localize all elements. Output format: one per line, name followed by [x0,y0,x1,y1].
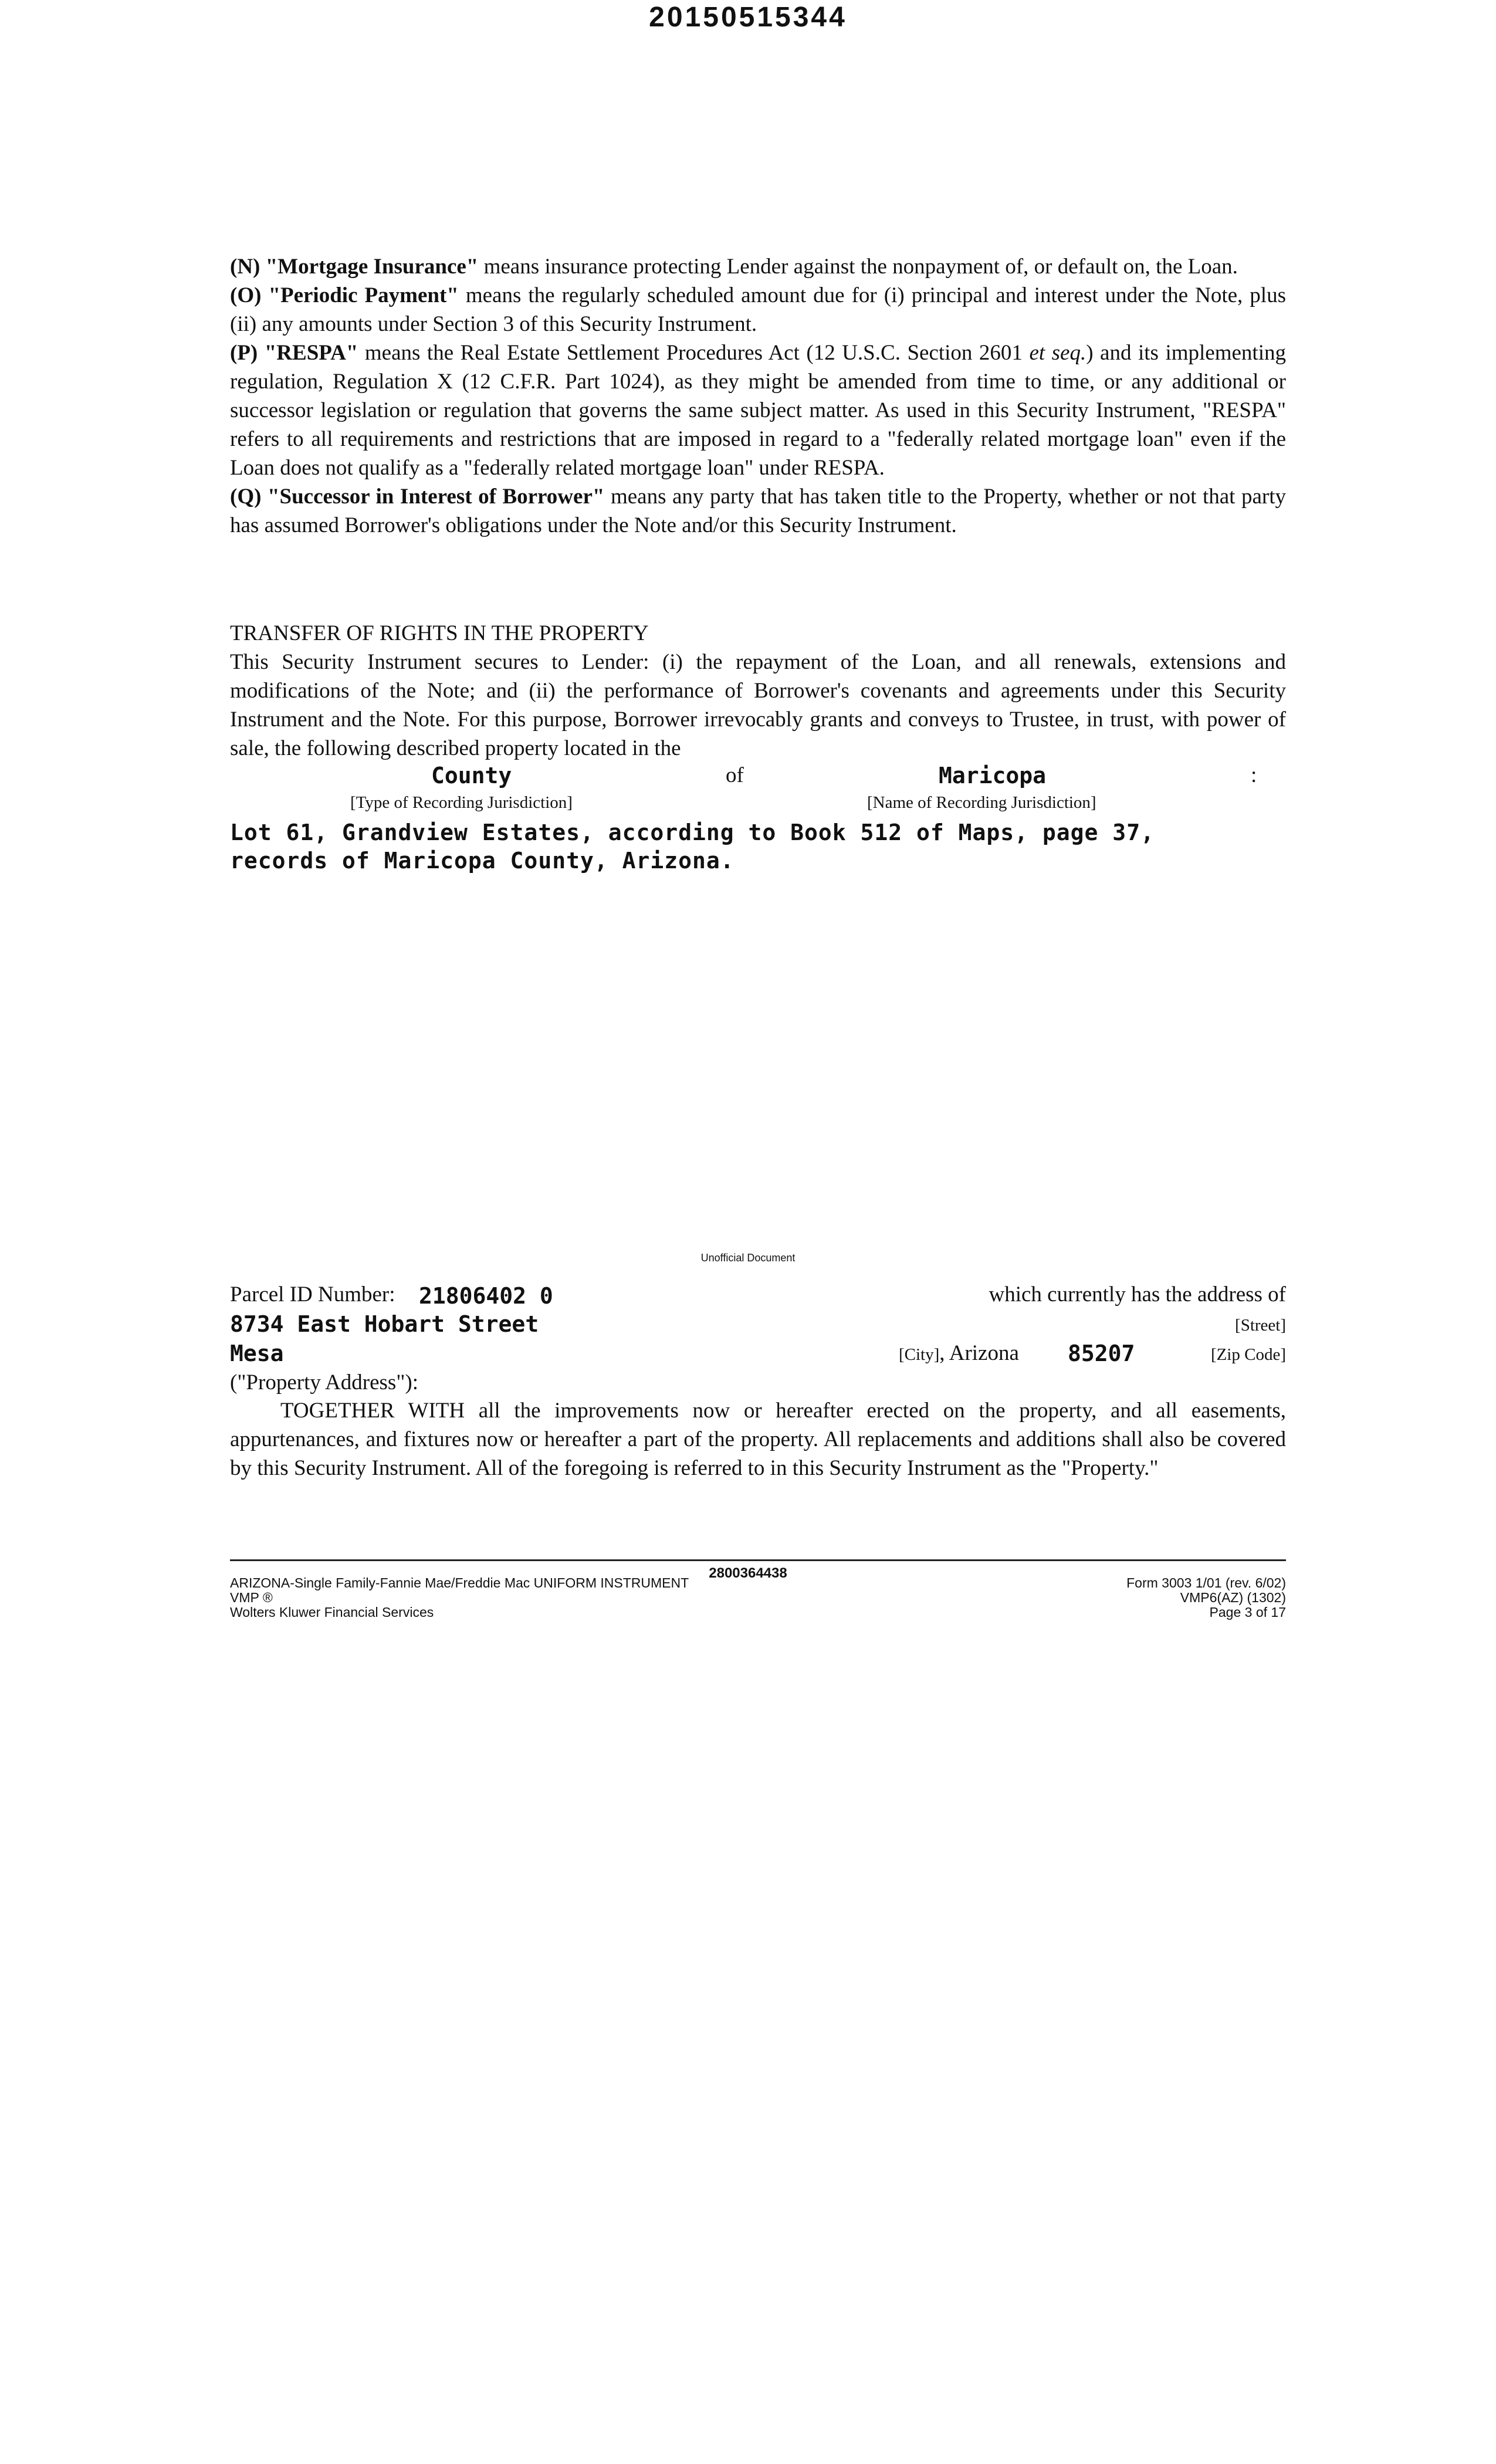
footer-divider [230,1559,1286,1561]
definition-mortgage-insurance [230,252,1286,281]
parcel-label: Parcel ID Number: [230,1282,395,1307]
city-state-group [899,1341,1019,1366]
street-value: 8734 East Hobart Street [230,1311,539,1337]
definition-term: (Q) "Successor in Interest of Borrower" [230,485,605,509]
jurisdiction-of: of [726,763,744,787]
legal-description [230,818,1286,875]
property-address-label: ("Property Address"): [230,1370,419,1395]
city-label: [City] [899,1345,940,1364]
jurisdiction-colon: : [1251,763,1257,787]
parcel-row [230,1282,1286,1311]
together-with-paragraph: TOGETHER WITH all the improvements now or hereafter erected on the property, and all easements, appurtenances, and fixtures now or hereafter a part of the property. All replacements and additions shall also be covered by this Security Instrument. All of the foregoing is referred to in this Security Instrument as the "Property." [230,1399,1286,1480]
city-value: Mesa [230,1341,284,1366]
vmp-mark: VMP ® [230,1590,273,1605]
definition-text: ) and its implementing regulation, Regulation X (12 C.F.R. Part 1024), as they might be amended from time to time, or any additional or successor legislation or regulation that governs the same subject matter. As used in this Security Instrument, "RESPA" refers to all requirements and restrictions that are imposed in regard to a "federally related mortgage loan" even if the Loan does not qualify as a "federally related mortgage loan" under RESPA. [230,341,1286,480]
transfer-heading: TRANSFER OF RIGHTS IN THE PROPERTY [230,621,649,645]
definition-respa [230,339,1286,482]
property-address-row [230,1370,1286,1399]
definition-text: means the Real Estate Settlement Procedures Act (12 U.S.C. Section 2601 [358,341,1030,365]
street-row [230,1311,1286,1341]
jurisdiction-name-label: [Name of Recording Jurisdiction] [867,793,1096,812]
definition-text: means insurance protecting Lender against the nonpayment of, or default on, the Loan. [478,255,1238,279]
transfer-section [230,619,1286,763]
street-label: [Street] [1235,1316,1286,1335]
definition-term: (N) "Mortgage Insurance" [230,255,479,279]
definition-italic: et seq. [1029,341,1087,365]
definition-term: (O) "Periodic Payment" [230,283,459,307]
definition-text: means the regularly scheduled amount due for (i) principal and interest under the Note, plus (ii) any amounts under Section 3 of this Security Instrument. [230,283,1286,336]
jurisdiction-row [230,763,1286,792]
page-number: Page 3 of 17 [1209,1605,1286,1620]
definition-text: means any party that has taken title to the Property, whether or not that party has assumed Borrower's obligations under the Note and/or this Security Instrument. [230,485,1286,537]
footer-left [230,1576,689,1620]
jurisdiction-type: County [431,763,512,788]
definition-successor [230,482,1286,540]
form-number: Form 3003 1/01 (rev. 6/02) [1126,1575,1286,1590]
city-row [230,1341,1286,1370]
legal-description-line: records of Maricopa County, Arizona. [230,848,735,874]
form-code: VMP6(AZ) (1302) [1180,1590,1286,1605]
legal-description-line: Lot 61, Grandview Estates, according to Book 512 of Maps, page 37, [230,820,1155,845]
jurisdiction-name: Maricopa [939,763,1047,788]
form-title: ARIZONA-Single Family-Fannie Mae/Freddie Mac UNIFORM INSTRUMENT [230,1575,689,1590]
zip-value: 85207 [1068,1341,1135,1366]
transfer-text: This Security Instrument secures to Lender: (i) the repayment of the Loan, and all renewals, extensions and modifications of the Note; and (ii) the performance of Borrower's covenants and agreements under this Security Instrument and the Note. For this purpose, Borrower irrevocably grants and conveys to Trustee, in trust, with power of sale, the following described property located in the [230,650,1286,760]
document-number: 20150515344 [649,2,847,33]
state-value: , Arizona [939,1341,1019,1365]
loan-number: 2800364438 [709,1565,787,1581]
footer-right [1126,1576,1286,1620]
parcel-id: 21806402 0 [419,1283,553,1309]
zip-label: [Zip Code] [1210,1345,1286,1364]
unofficial-watermark: Unofficial Document [700,1252,796,1264]
definition-periodic-payment [230,281,1286,339]
address-of-text: which currently has the address of [989,1282,1286,1307]
definitions-section [230,252,1286,540]
jurisdiction-type-label: [Type of Recording Jurisdiction] [350,793,573,812]
publisher-name: Wolters Kluwer Financial Services [230,1605,434,1620]
definition-term: (P) "RESPA" [230,341,358,365]
